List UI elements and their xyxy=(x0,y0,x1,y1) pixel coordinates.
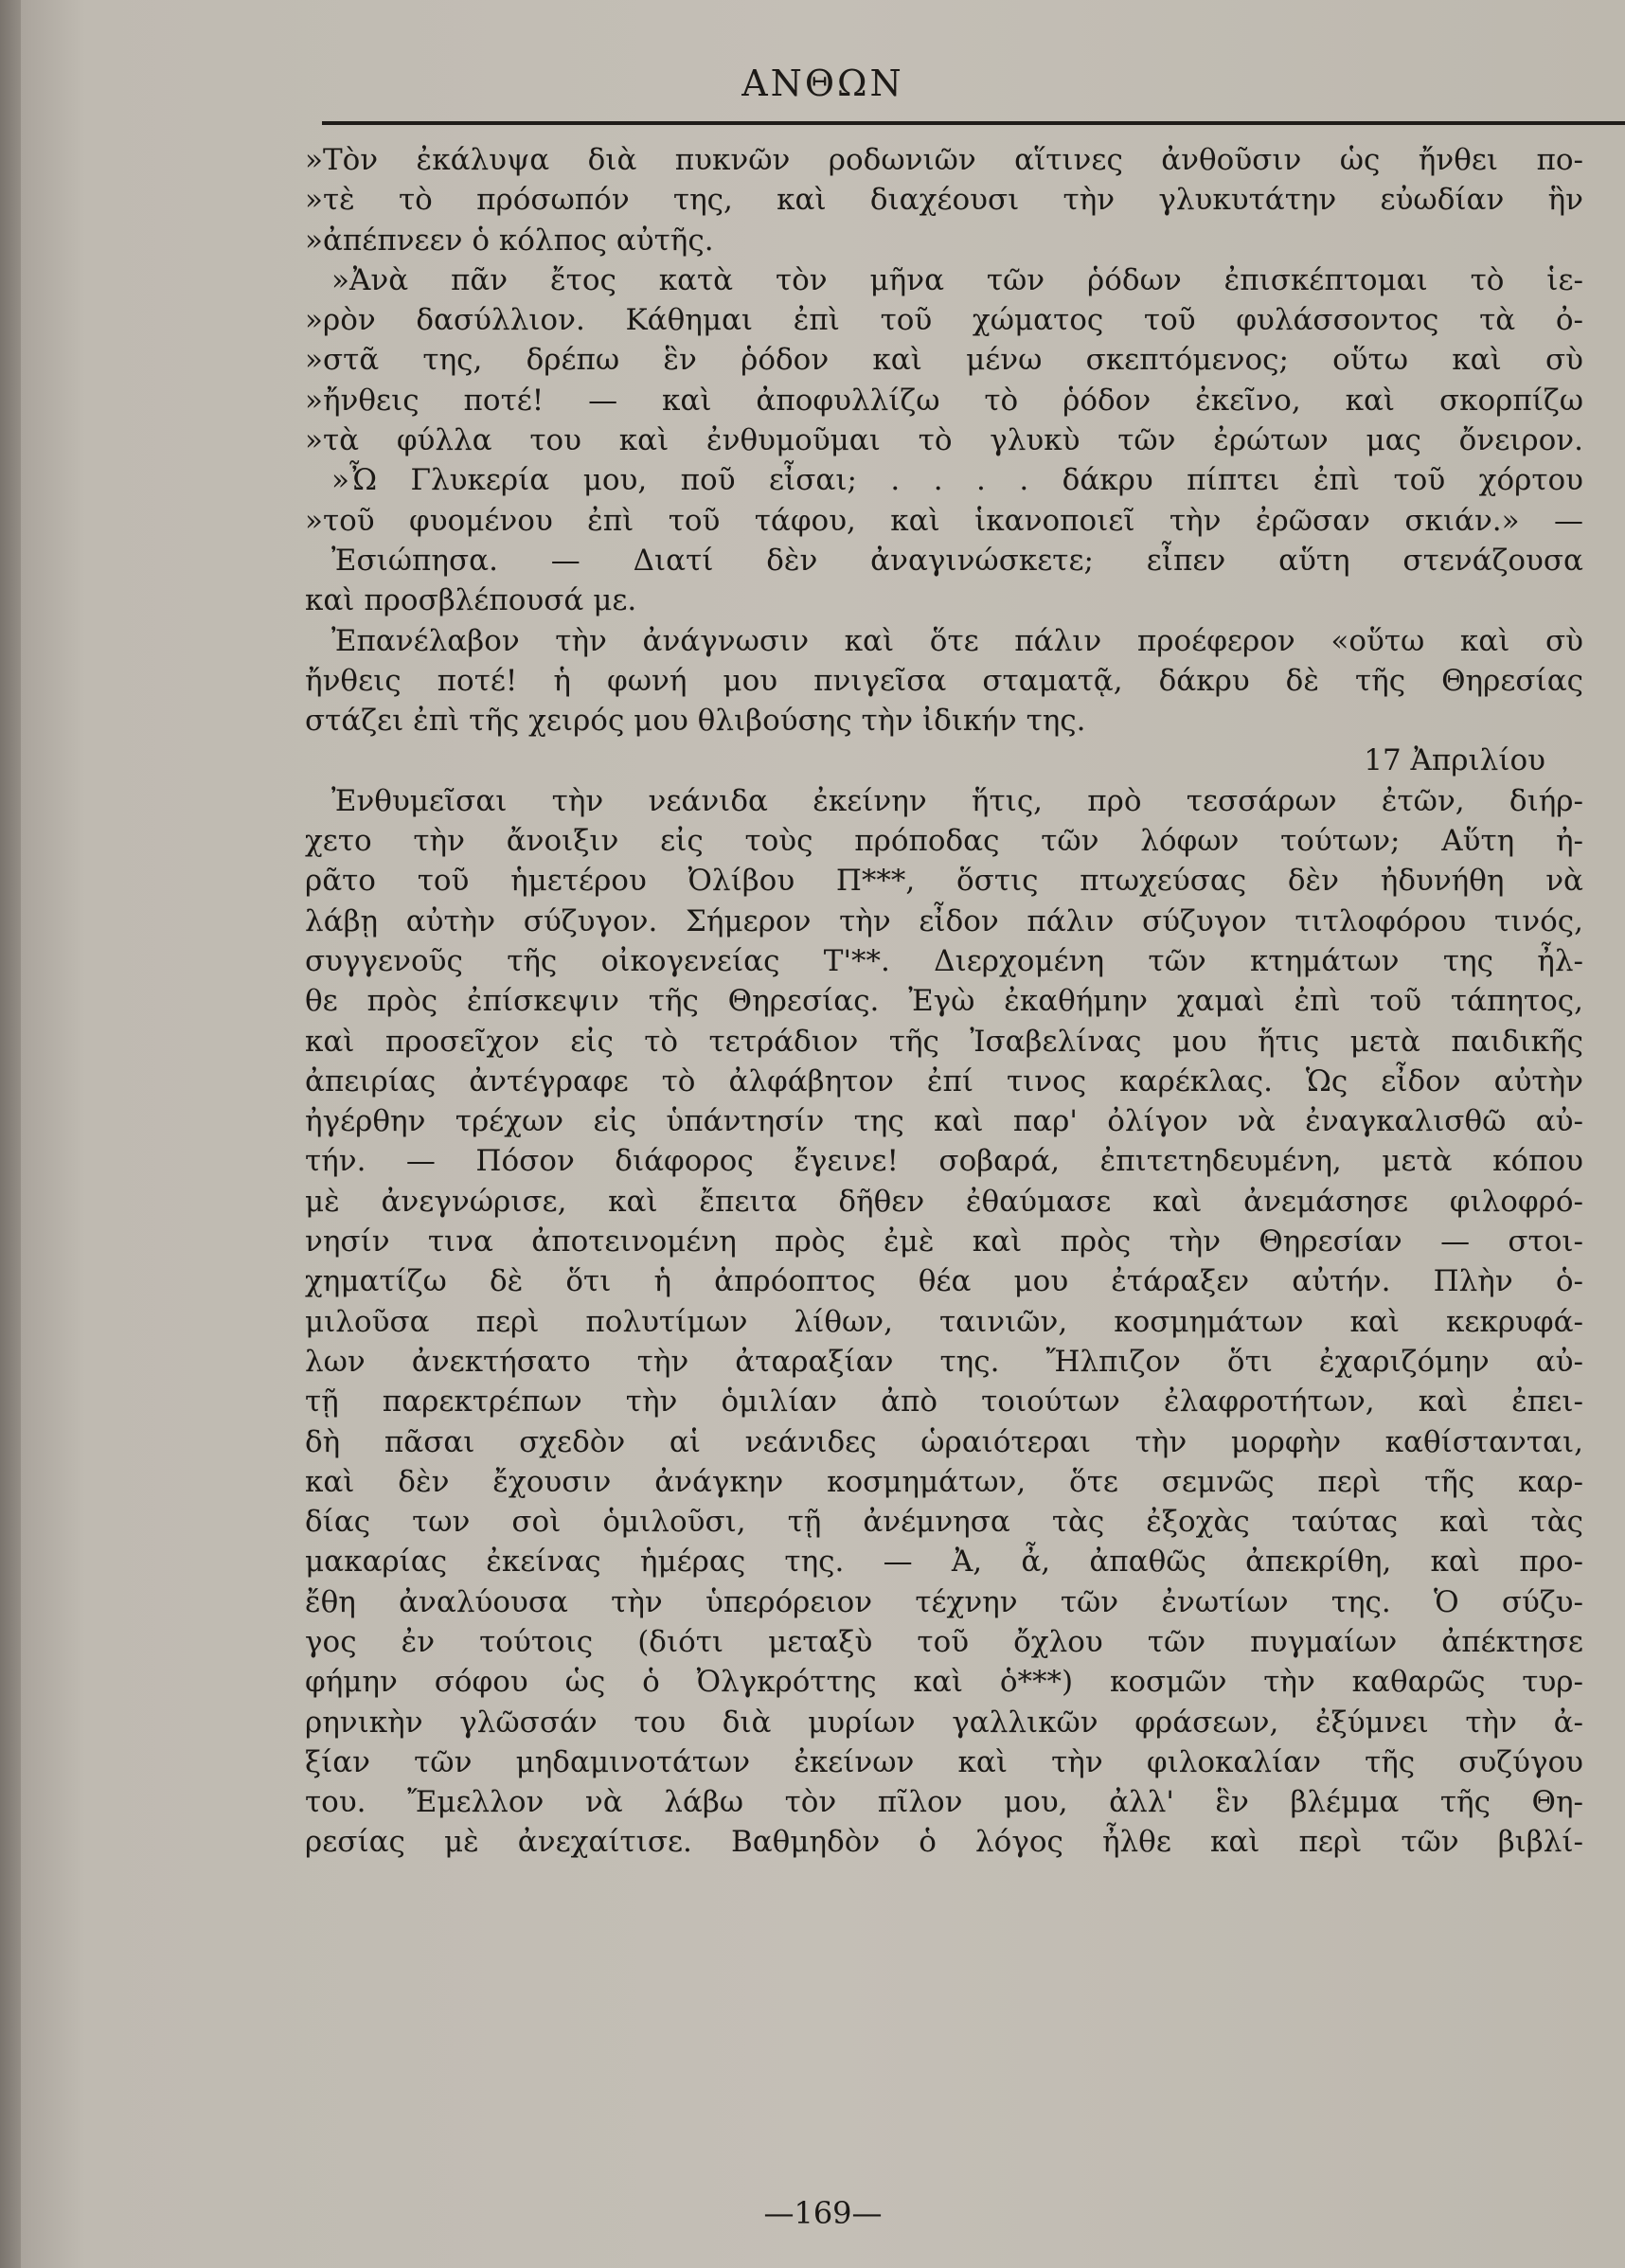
text-line: »Ὦ Γλυκερία μου, ποῦ εἶσαι; . . . . δάκρυ πίπτει ἐπὶ τοῦ χόρτου xyxy=(331,463,1583,498)
text-line: Ἐνθυμεῖσαι τὴν νεάνιδα ἐκείνην ἥτις, πρὸ τεσσάρων ἐτῶν, διήρ- xyxy=(331,783,1583,818)
text-line: του. Ἔμελλον νὰ λάβω τὸν πῖλον μου, ἀλλ' ἓν βλέμμα τῆς Θη- xyxy=(305,1785,1583,1820)
text-line: μιλοῦσα περὶ πολυτίμων λίθων, ταινιῶν, κοσμημάτων καὶ κεκρυφά- xyxy=(305,1304,1583,1339)
text-line: »τὲ τὸ πρόσωπόν της, καὶ διαχέουσι τὴν γλυκυτάτην εὐωδίαν ἣν xyxy=(305,183,1583,218)
binding-margin xyxy=(0,0,21,2268)
text-line: μὲ ἀνεγνώρισε, καὶ ἔπειτα δῆθεν ἐθαύμασε καὶ ἀνεμάσησε φιλοφρό- xyxy=(305,1184,1583,1219)
text-line: »στᾶ της, δρέπω ἓν ῥόδον καὶ μένω σκεπτόμενος; οὕτω καὶ σὺ xyxy=(305,343,1583,378)
text-line: λων ἀνεκτήσατο τὴν ἀταραξίαν της. Ἤλπιζον ὅτι ἐχαριζόμην αὐ- xyxy=(305,1344,1583,1379)
text-line: »τοῦ φυομένου ἐπὶ τοῦ τάφου, καὶ ἱκανοποιεῖ τὴν ἐρῶσαν σκιάν.» — xyxy=(305,503,1583,538)
text-line: θε πρὸς ἐπίσκεψιν τῆς Θηρεσίας. Ἐγὼ ἐκαθήμην χαμαὶ ἐπὶ τοῦ τάπητος, xyxy=(305,984,1583,1019)
text-line: »ἀπέπνεεν ὁ κόλπος αὐτῆς. xyxy=(305,223,714,258)
text-line: ἔθη ἀναλύουσα τὴν ὑπερόρειον τέχνην τῶν ἐνωτίων της. Ὁ σύζυ- xyxy=(305,1584,1583,1619)
text-line: δὴ πᾶσαι σχεδὸν αἱ νεάνιδες ὡραιότεραι τὴν μορφὴν καθίστανται, xyxy=(305,1424,1583,1459)
date-heading: 17 Ἀπριλίου xyxy=(1364,743,1545,778)
text-line: γος ἐν τούτοις (διότι μεταξὺ τοῦ ὄχλου τῶν πυγμαίων ἀπέκτησε xyxy=(305,1624,1583,1659)
header-rule xyxy=(322,121,1625,125)
text-line: χετο τὴν ἄνοιξιν εἰς τοὺς πρόποδας τῶν λόφων τούτων; Αὕτη ἠ- xyxy=(305,824,1583,859)
text-line: καὶ δὲν ἔχουσιν ἀνάγκην κοσμημάτων, ὅτε σεμνῶς περὶ τῆς καρ- xyxy=(305,1464,1583,1499)
text-line: στάζει ἐπὶ τῆς χειρός μου θλιβούσης τὴν ἰδικήν της. xyxy=(305,704,1086,739)
text-line: Ἐσιώπησα. — Διατί δὲν ἀναγινώσκετε; εἶπεν αὕτη στενάζουσα xyxy=(331,543,1583,578)
text-line: »τὰ φύλλα του καὶ ἐνθυμοῦμαι τὸ γλυκὺ τῶν ἐρώτων μας ὄνειρον. xyxy=(305,423,1583,458)
running-header: ΑΝΘΩΝ xyxy=(741,63,904,104)
text-line: Ἐπανέλαβον τὴν ἀνάγνωσιν καὶ ὅτε πάλιν προέφερον «οὕτω καὶ σὺ xyxy=(331,623,1583,658)
page-number: —169— xyxy=(763,2195,883,2231)
text-line: ρεσίας μὲ ἀνεχαίτισε. Βαθμηδὸν ὁ λόγος ἦλθε καὶ περὶ τῶν βιβλί- xyxy=(305,1825,1583,1860)
text-line: ἤνθεις ποτέ! ἡ φωνή μου πνιγεῖσα σταματᾷ, δάκρυ δὲ τῆς Θηρεσίας xyxy=(305,663,1583,698)
text-line: »ἤνθεις ποτέ! — καὶ ἀποφυλλίζω τὸ ῥόδον ἐκεῖνο, καὶ σκορπίζω xyxy=(305,383,1583,418)
text-line: ρᾶτο τοῦ ἡμετέρου Ὀλίβου Π***, ὅστις πτωχεύσας δὲν ἠδυνήθη νὰ xyxy=(305,864,1583,899)
text-line: τήν. — Πόσον διάφορος ἔγεινε! σοβαρά, ἐπιτετηδευμένη, μετὰ κόπου xyxy=(305,1144,1583,1179)
text-line: ἠγέρθην τρέχων εἰς ὑπάντησίν της καὶ παρ' ὀλίγον νὰ ἐναγκαλισθῶ αὐ- xyxy=(305,1104,1583,1139)
text-line: νησίν τινα ἀποτεινομένη πρὸς ἐμὲ καὶ πρὸς τὴν Θηρεσίαν — στοι- xyxy=(305,1224,1583,1259)
text-line: ἀπειρίας ἀντέγραφε τὸ ἀλφάβητον ἐπί τινος καρέκλας. Ὡς εἶδον αὐτὴν xyxy=(305,1063,1583,1098)
text-line: μακαρίας ἐκείνας ἡμέρας της. — Ἀ, ἆ, ἀπαθῶς ἀπεκρίθη, καὶ προ- xyxy=(305,1545,1583,1580)
book-page xyxy=(21,0,1625,2268)
text-line: δίας των σοὶ ὁμιλοῦσι, τῇ ἀνέμνησα τὰς ἐξοχὰς ταύτας καὶ τὰς xyxy=(305,1505,1583,1540)
text-line: »Ἀνὰ πᾶν ἔτος κατὰ τὸν μῆνα τῶν ῥόδων ἐπισκέπτομαι τὸ ἱε- xyxy=(331,262,1583,297)
page-body xyxy=(305,140,1583,1863)
text-line: τῇ παρεκτρέπων τὴν ὁμιλίαν ἀπὸ τοιούτων ἐλαφροτήτων, καὶ ἐπει- xyxy=(305,1384,1583,1420)
text-line: καὶ προσεῖχον εἰς τὸ τετράδιον τῆς Ἰσαβελίνας μου ἥτις μετὰ παιδικῆς xyxy=(305,1024,1583,1059)
text-line: χηματίζω δὲ ὅτι ἡ ἀπρόοπτος θέα μου ἐτάραξεν αὐτήν. Πλὴν ὁ- xyxy=(305,1264,1583,1299)
text-line: »Τὸν ἐκάλυψα διὰ πυκνῶν ροδωνιῶν αἵτινες ἀνθοῦσιν ὡς ἤνθει πο- xyxy=(305,143,1583,177)
text-line: λάβῃ αὐτὴν σύζυγον. Σήμερον τὴν εἶδον πάλιν σύζυγον τιτλοφόρου τινός, xyxy=(305,903,1583,938)
text-line: καὶ προσβλέπουσά με. xyxy=(305,583,637,618)
text-line: ξίαν τῶν μηδαμινοτάτων ἐκείνων καὶ τὴν φιλοκαλίαν τῆς συζύγου xyxy=(305,1744,1583,1779)
text-line: φήμην σόφου ὡς ὁ Ὀλγκρόττης καὶ ὁ***) κοσμῶν τὴν καθαρῶς τυρ- xyxy=(305,1665,1583,1700)
text-line: »ρὸν δασύλλιον. Κάθημαι ἐπὶ τοῦ χώματος τοῦ φυλάσσοντος τὰ ὀ- xyxy=(305,303,1583,338)
text-line: συγγενοῦς τῆς οἰκογενείας Τ'**. Διερχομένη τῶν κτημάτων της ἦλ- xyxy=(305,943,1583,978)
text-line: ρηνικὴν γλῶσσάν του διὰ μυρίων γαλλικῶν φράσεων, ἐξύμνει τὴν ἀ- xyxy=(305,1705,1583,1740)
